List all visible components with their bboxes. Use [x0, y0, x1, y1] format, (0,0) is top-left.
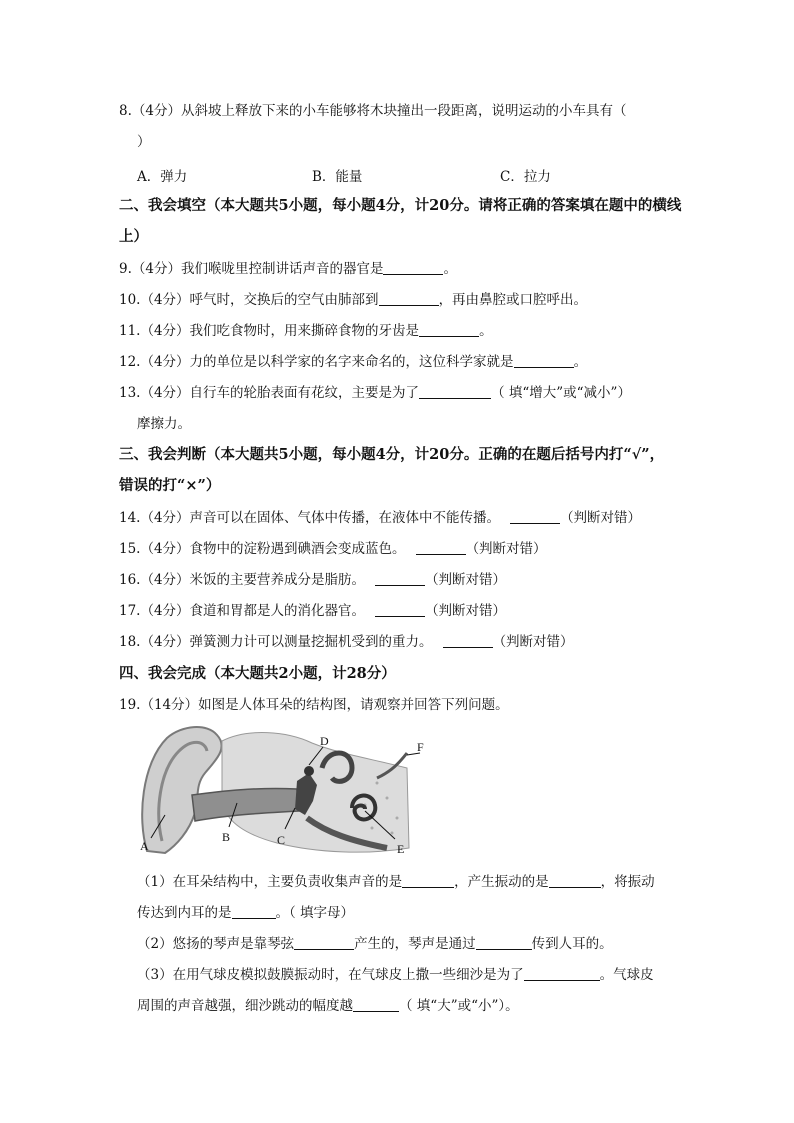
label-d: D	[320, 734, 329, 748]
q19-part3-continued	[137, 997, 519, 1015]
q19-part2-text-c: 传到人耳的。	[531, 936, 613, 952]
q14	[119, 509, 641, 527]
q8-option-c: C．拉力	[500, 169, 551, 185]
q15	[119, 540, 547, 558]
label-a: A	[140, 839, 149, 853]
q9-text: 9.（4分）我们喉咙里控制讲话声音的器官是	[119, 261, 384, 277]
q12	[119, 353, 587, 371]
label-b: B	[222, 830, 231, 844]
q19-part1-continued	[137, 904, 354, 922]
ear-structure-diagram	[137, 723, 437, 858]
q19-part3-line2-text-b: （ 填“大”或“小”）。	[399, 998, 519, 1014]
q13	[119, 384, 631, 402]
q14-text: 14.（4分）声音可以在固体、气体中传播，在液体中不能传播。	[119, 510, 501, 526]
q16-judge-hint: （判断对错）	[425, 572, 507, 588]
q19-stem: 19.（14分）如图是人体耳朵的结构图，请观察并回答下列问题。	[119, 697, 509, 713]
q19-part1-blank-transmit[interactable]	[232, 904, 276, 919]
q17-judge-hint: （判断对错）	[425, 603, 507, 619]
section3-heading-continued: 错误的打“×”）	[119, 477, 221, 494]
q17	[119, 602, 506, 620]
q8-stem-continued: ）	[137, 134, 151, 150]
q8-option-b: B．能量	[312, 169, 363, 185]
q11	[119, 322, 493, 340]
q13-text: 13.（4分）自行车的轮胎表面有花纹，主要是为了	[119, 385, 420, 401]
q19-part1-text-c: ，将振动	[600, 874, 655, 890]
q12-text-end: 。	[573, 354, 588, 370]
q15-judge-hint: （判断对错）	[465, 541, 547, 557]
q8-stem: 8.（4分）从斜坡上释放下来的小车能够将木块撞出一段距离，说明运动的小车具有（	[119, 103, 627, 119]
q19-part2-text-b: 产生的，琴声是通过	[354, 936, 476, 952]
label-e: E	[397, 842, 405, 856]
q13-continued: 摩擦力。	[137, 416, 191, 432]
q19-part1-blank-collect[interactable]	[402, 873, 454, 888]
q11-text-end: 。	[479, 323, 493, 339]
q19-part3-blank-amplitude[interactable]	[353, 997, 399, 1012]
q16-answer-blank[interactable]	[375, 571, 425, 586]
section4-heading: 四、我会完成（本大题共2小题，计28分）	[119, 665, 396, 682]
q10-text-end: ，再由鼻腔或口腔呼出。	[438, 292, 588, 308]
label-c: C	[277, 833, 286, 847]
q15-text: 15.（4分）食物中的淀粉遇到碘酒会变成蓝色。	[119, 541, 406, 557]
q19-part2-blank-medium[interactable]	[476, 935, 532, 950]
q9-text-end: 。	[443, 261, 457, 277]
q8-option-a: A．弹力	[137, 169, 188, 185]
q19-part3-blank-purpose[interactable]	[524, 966, 600, 981]
q19-part1-blank-vibrate[interactable]	[549, 873, 601, 888]
q18	[119, 633, 574, 651]
q11-text: 11.（4分）我们吃食物时，用来撕碎食物的牙齿是	[119, 323, 420, 339]
q19-part1-line2-text-a: 传达到内耳的是	[137, 905, 232, 921]
q9-answer-blank[interactable]	[383, 260, 443, 275]
q12-answer-blank[interactable]	[514, 353, 574, 368]
q17-text: 17.（4分）食道和胃都是人的消化器官。	[119, 603, 366, 619]
label-f: F	[417, 740, 424, 754]
q10-answer-blank[interactable]	[379, 291, 439, 306]
section3-heading: 三、我会判断（本大题共5小题，每小题4分，计20分。正确的在题后括号内打“√”，	[119, 446, 665, 463]
q18-judge-hint: （判断对错）	[492, 634, 574, 650]
q10	[119, 291, 587, 309]
q19-part2	[137, 935, 613, 953]
q19-part2-blank-source[interactable]	[294, 935, 354, 950]
q14-judge-hint: （判断对错）	[560, 510, 642, 526]
q16	[119, 571, 506, 589]
q18-text: 18.（4分）弹簧测力计可以测量挖掘机受到的重力。	[119, 634, 433, 650]
q12-text: 12.（4分）力的单位是以科学家的名字来命名的，这位科学家就是	[119, 354, 514, 370]
q11-answer-blank[interactable]	[419, 322, 479, 337]
q10-text: 10.（4分）呼气时，交换后的空气由肺部到	[119, 292, 379, 308]
q13-answer-blank[interactable]	[419, 384, 491, 399]
q13-text-end: （ 填“增大”或“减小”）	[491, 385, 631, 401]
q19-part1	[137, 873, 655, 891]
q14-answer-blank[interactable]	[510, 509, 560, 524]
q18-answer-blank[interactable]	[443, 633, 493, 648]
q19-part3-line2-text-a: 周围的声音越强，细沙跳动的幅度越	[137, 998, 353, 1014]
q16-text: 16.（4分）米饭的主要营养成分是脂肪。	[119, 572, 366, 588]
q19-part3	[137, 966, 654, 984]
q19-part1-text-b: ，产生振动的是	[454, 874, 549, 890]
q19-part2-text-a: （2）悠扬的琴声是靠琴弦	[137, 936, 295, 952]
auricle-shape	[142, 727, 221, 853]
q15-answer-blank[interactable]	[416, 540, 466, 555]
q19-part1-line2-text-b: 。（ 填字母）	[275, 905, 355, 921]
q9	[119, 260, 457, 278]
q17-answer-blank[interactable]	[375, 602, 425, 617]
section2-heading: 二、我会填空（本大题共5小题，每小题4分，计20分。请将正确的答案填在题中的横线	[119, 197, 682, 214]
q19-part1-text-a: （1）在耳朵结构中，主要负责收集声音的是	[137, 874, 403, 890]
q19-part3-text-b: 。气球皮	[599, 967, 654, 983]
section2-heading-continued: 上）	[119, 228, 148, 245]
q19-part3-text-a: （3）在用气球皮模拟鼓膜振动时，在气球皮上撒一些细沙是为了	[137, 967, 524, 983]
